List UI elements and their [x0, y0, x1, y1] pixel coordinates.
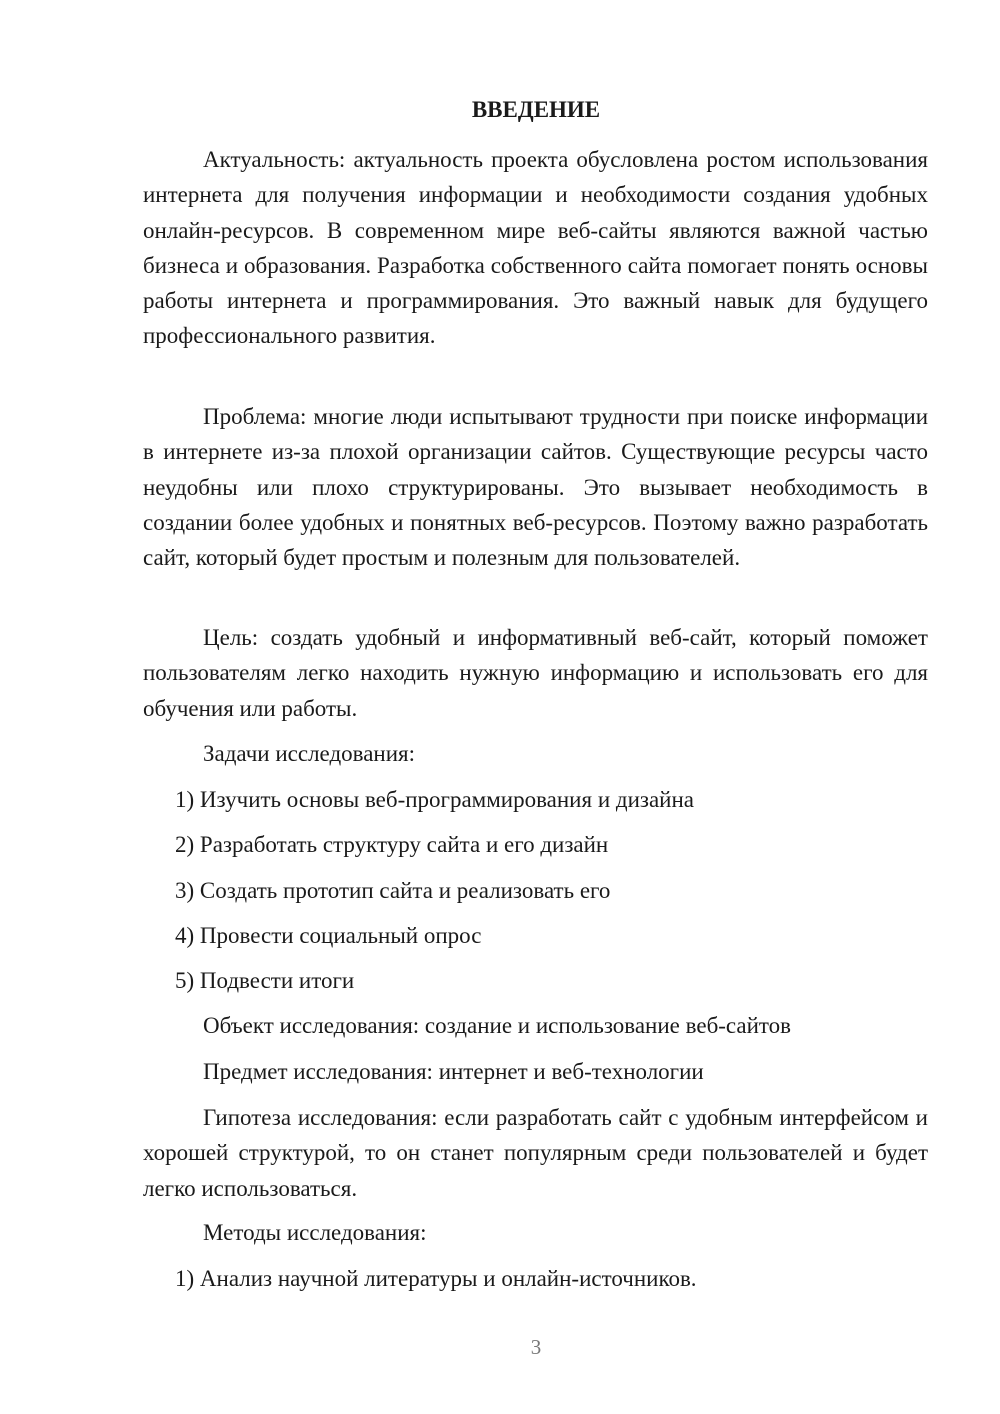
list-item: 1) Изучить основы веб-программирования и дизайна [175, 787, 695, 812]
research-subject: Предмет исследования: интернет и веб-технологии [203, 1059, 704, 1084]
research-object: Объект исследования: создание и использование веб-сайтов [203, 1013, 792, 1038]
list-item: 3) Создать прототип сайта и реализовать его [175, 878, 611, 903]
paragraph-hypothesis: Гипотеза исследования: если разработать сайт с удобным интерфейсом и хорошей структурой, то он станет популярным среди пользователей и будет легко использоваться. [143, 1105, 928, 1201]
methods-heading: Методы исследования: [203, 1220, 427, 1245]
paragraph-problem: Проблема: многие люди испытывают трудности при поиске информации в интернете из-за плохой организации сайтов. Существующие ресурсы часто неудобны или плохо структурированы. Это вызывает необходимость в создании более удобных и понятных веб-ресурсов. Поэтому важно разработать сайт, который будет простым и полезным для пользователей. [143, 404, 928, 571]
page-number: 3 [530, 1335, 542, 1359]
tasks-heading: Задачи исследования: [203, 741, 416, 766]
paragraph-relevance: Актуальность: актуальность проекта обусловлена ростом использования интернета для получения информации и необходимости создания удобных онлайн-ресурсов. В современном мире веб-сайты являются важной частью бизнеса и образования. Разработка собственного сайта помогает понять основы работы интернета и программирования. Это важный навык для будущего профессионального развития. [143, 147, 928, 349]
list-item: 2) Разработать структуру сайта и его дизайн [175, 832, 609, 857]
paragraph-goal: Цель: создать удобный и информативный веб-сайт, который поможет пользователям легко находить нужную информацию и использовать его для обучения или работы. [143, 625, 928, 721]
list-item: 5) Подвести итоги [175, 968, 355, 993]
list-item: 4) Провести социальный опрос [175, 923, 482, 948]
list-item: 1) Анализ научной литературы и онлайн-источников. [175, 1266, 697, 1291]
document-title: ВВЕДЕНИЕ [471, 97, 601, 122]
